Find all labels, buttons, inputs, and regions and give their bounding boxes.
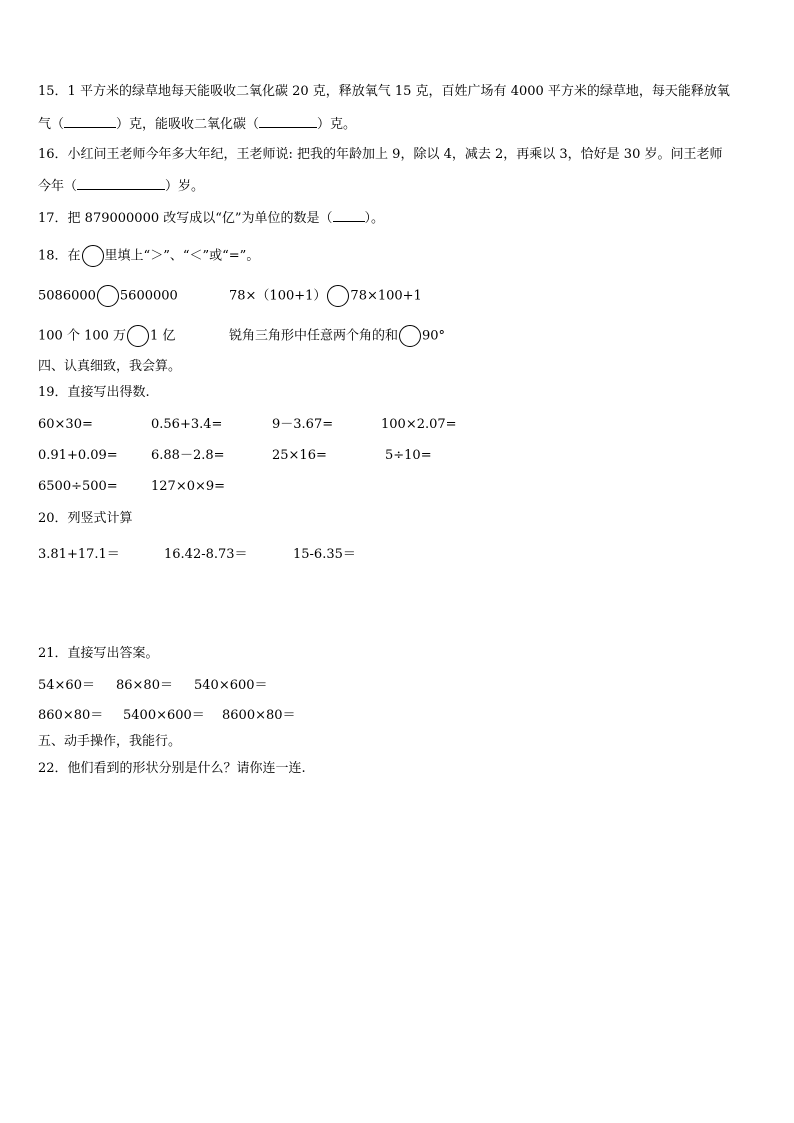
section4-text: 四、认真细致，我会算。	[38, 359, 182, 374]
q16-text: 16．小红问王老师今年多大年纪，王老师说: 把我的年龄加上 9，除以 4，减去 2，再乘以 3，恰好是 30 岁。问王老师	[38, 147, 723, 162]
q19-item: 127×0×9=	[151, 479, 226, 494]
q18-intro-b: 里填上“＞”、“＜”或“=”。	[104, 248, 260, 264]
q19-item: 5÷10=	[385, 448, 432, 463]
q16-line2	[38, 177, 204, 195]
q15-line1	[38, 84, 730, 100]
section4-heading	[38, 359, 181, 375]
q18-intro	[38, 245, 259, 268]
q18-item4-left: 锐角三角形中任意两个角的和	[229, 328, 399, 344]
q15-co2-blank[interactable]	[259, 115, 317, 128]
section5-heading	[38, 734, 181, 750]
q18-item2-right: 78×100+1	[350, 288, 422, 304]
q18-item1	[38, 285, 178, 308]
q15-text-b: ）克，能吸收二氧化碳（	[116, 117, 260, 132]
q17-line	[38, 209, 384, 227]
q20-title-text: 20．列竖式计算	[38, 511, 133, 526]
q15-text: 15．1 平方米的绿草地每天能吸收二氧化碳 20 克，释放氧气 15 克，百姓广场有 4000 平方米的绿草地，每天能释放氧	[38, 84, 730, 99]
q20-item: 3.81+17.1＝	[38, 547, 120, 562]
q18-item3-left: 100 个 100 万	[38, 328, 127, 344]
q18-item1-circle[interactable]	[97, 285, 119, 307]
q21-item: 86×80＝	[116, 678, 173, 693]
q21-item: 8600×80＝	[222, 708, 296, 723]
q18-item4-circle[interactable]	[399, 325, 421, 347]
q21-item: 54×60＝	[38, 678, 95, 693]
q20-item: 16.42-8.73＝	[164, 547, 248, 562]
q18-intro-a: 18．在	[38, 248, 81, 264]
q18-item4-right: 90°	[422, 328, 446, 344]
q20-title	[38, 511, 133, 527]
q18-item3-right: 1 亿	[150, 328, 176, 344]
q21-title-text: 21．直接写出答案。	[38, 646, 159, 661]
q19-item: 60×30=	[38, 417, 93, 432]
q21-item: 860×80＝	[38, 708, 104, 723]
q18-item4	[229, 325, 445, 348]
q16-text-b: ）岁。	[165, 179, 205, 194]
q18-item2-circle[interactable]	[327, 285, 349, 307]
q18-item1-left: 5086000	[38, 288, 96, 304]
q19-item: 25×16=	[272, 448, 327, 463]
q19-item: 0.56+3.4=	[151, 417, 223, 432]
q18-item3	[38, 325, 175, 348]
q18-sample-circle	[82, 245, 104, 267]
q16-text-a: 今年（	[38, 179, 78, 194]
q17-text-a: 17．把 879000000 改写成以“亿”为单位的数是（	[38, 211, 333, 226]
q19-item: 0.91+0.09=	[38, 448, 118, 463]
section5-text: 五、动手操作，我能行。	[38, 734, 182, 749]
q15-text-a: 气（	[38, 117, 65, 132]
q18-item1-right: 5600000	[119, 288, 178, 304]
q15-line2	[38, 115, 356, 133]
q21-item: 540×600＝	[194, 678, 268, 693]
q17-text-b: ）。	[364, 211, 385, 226]
q21-title	[38, 646, 159, 662]
q16-age-blank[interactable]	[77, 177, 165, 190]
q19-title	[38, 385, 150, 401]
q21-item: 5400×600＝	[123, 708, 205, 723]
q19-item: 6500÷500=	[38, 479, 118, 494]
q20-item: 15-6.35＝	[293, 547, 356, 562]
q15-oxygen-blank[interactable]	[64, 115, 116, 128]
q19-item: 6.88－2.8=	[151, 448, 225, 463]
q19-item: 100×2.07=	[381, 417, 457, 432]
q18-item2-left: 78×（100+1）	[229, 288, 327, 304]
q18-item3-circle[interactable]	[127, 325, 149, 347]
q16-line1	[38, 147, 722, 163]
q19-title-text: 19．直接写出得数.	[38, 385, 150, 400]
q19-item: 9－3.67=	[272, 417, 334, 432]
q22-title-text: 22．他们看到的形状分别是什么？请你连一连.	[38, 761, 306, 776]
q18-item2	[229, 285, 422, 308]
q22-title	[38, 761, 306, 777]
q15-text-c: ）克。	[317, 117, 357, 132]
q17-blank[interactable]	[333, 209, 365, 222]
